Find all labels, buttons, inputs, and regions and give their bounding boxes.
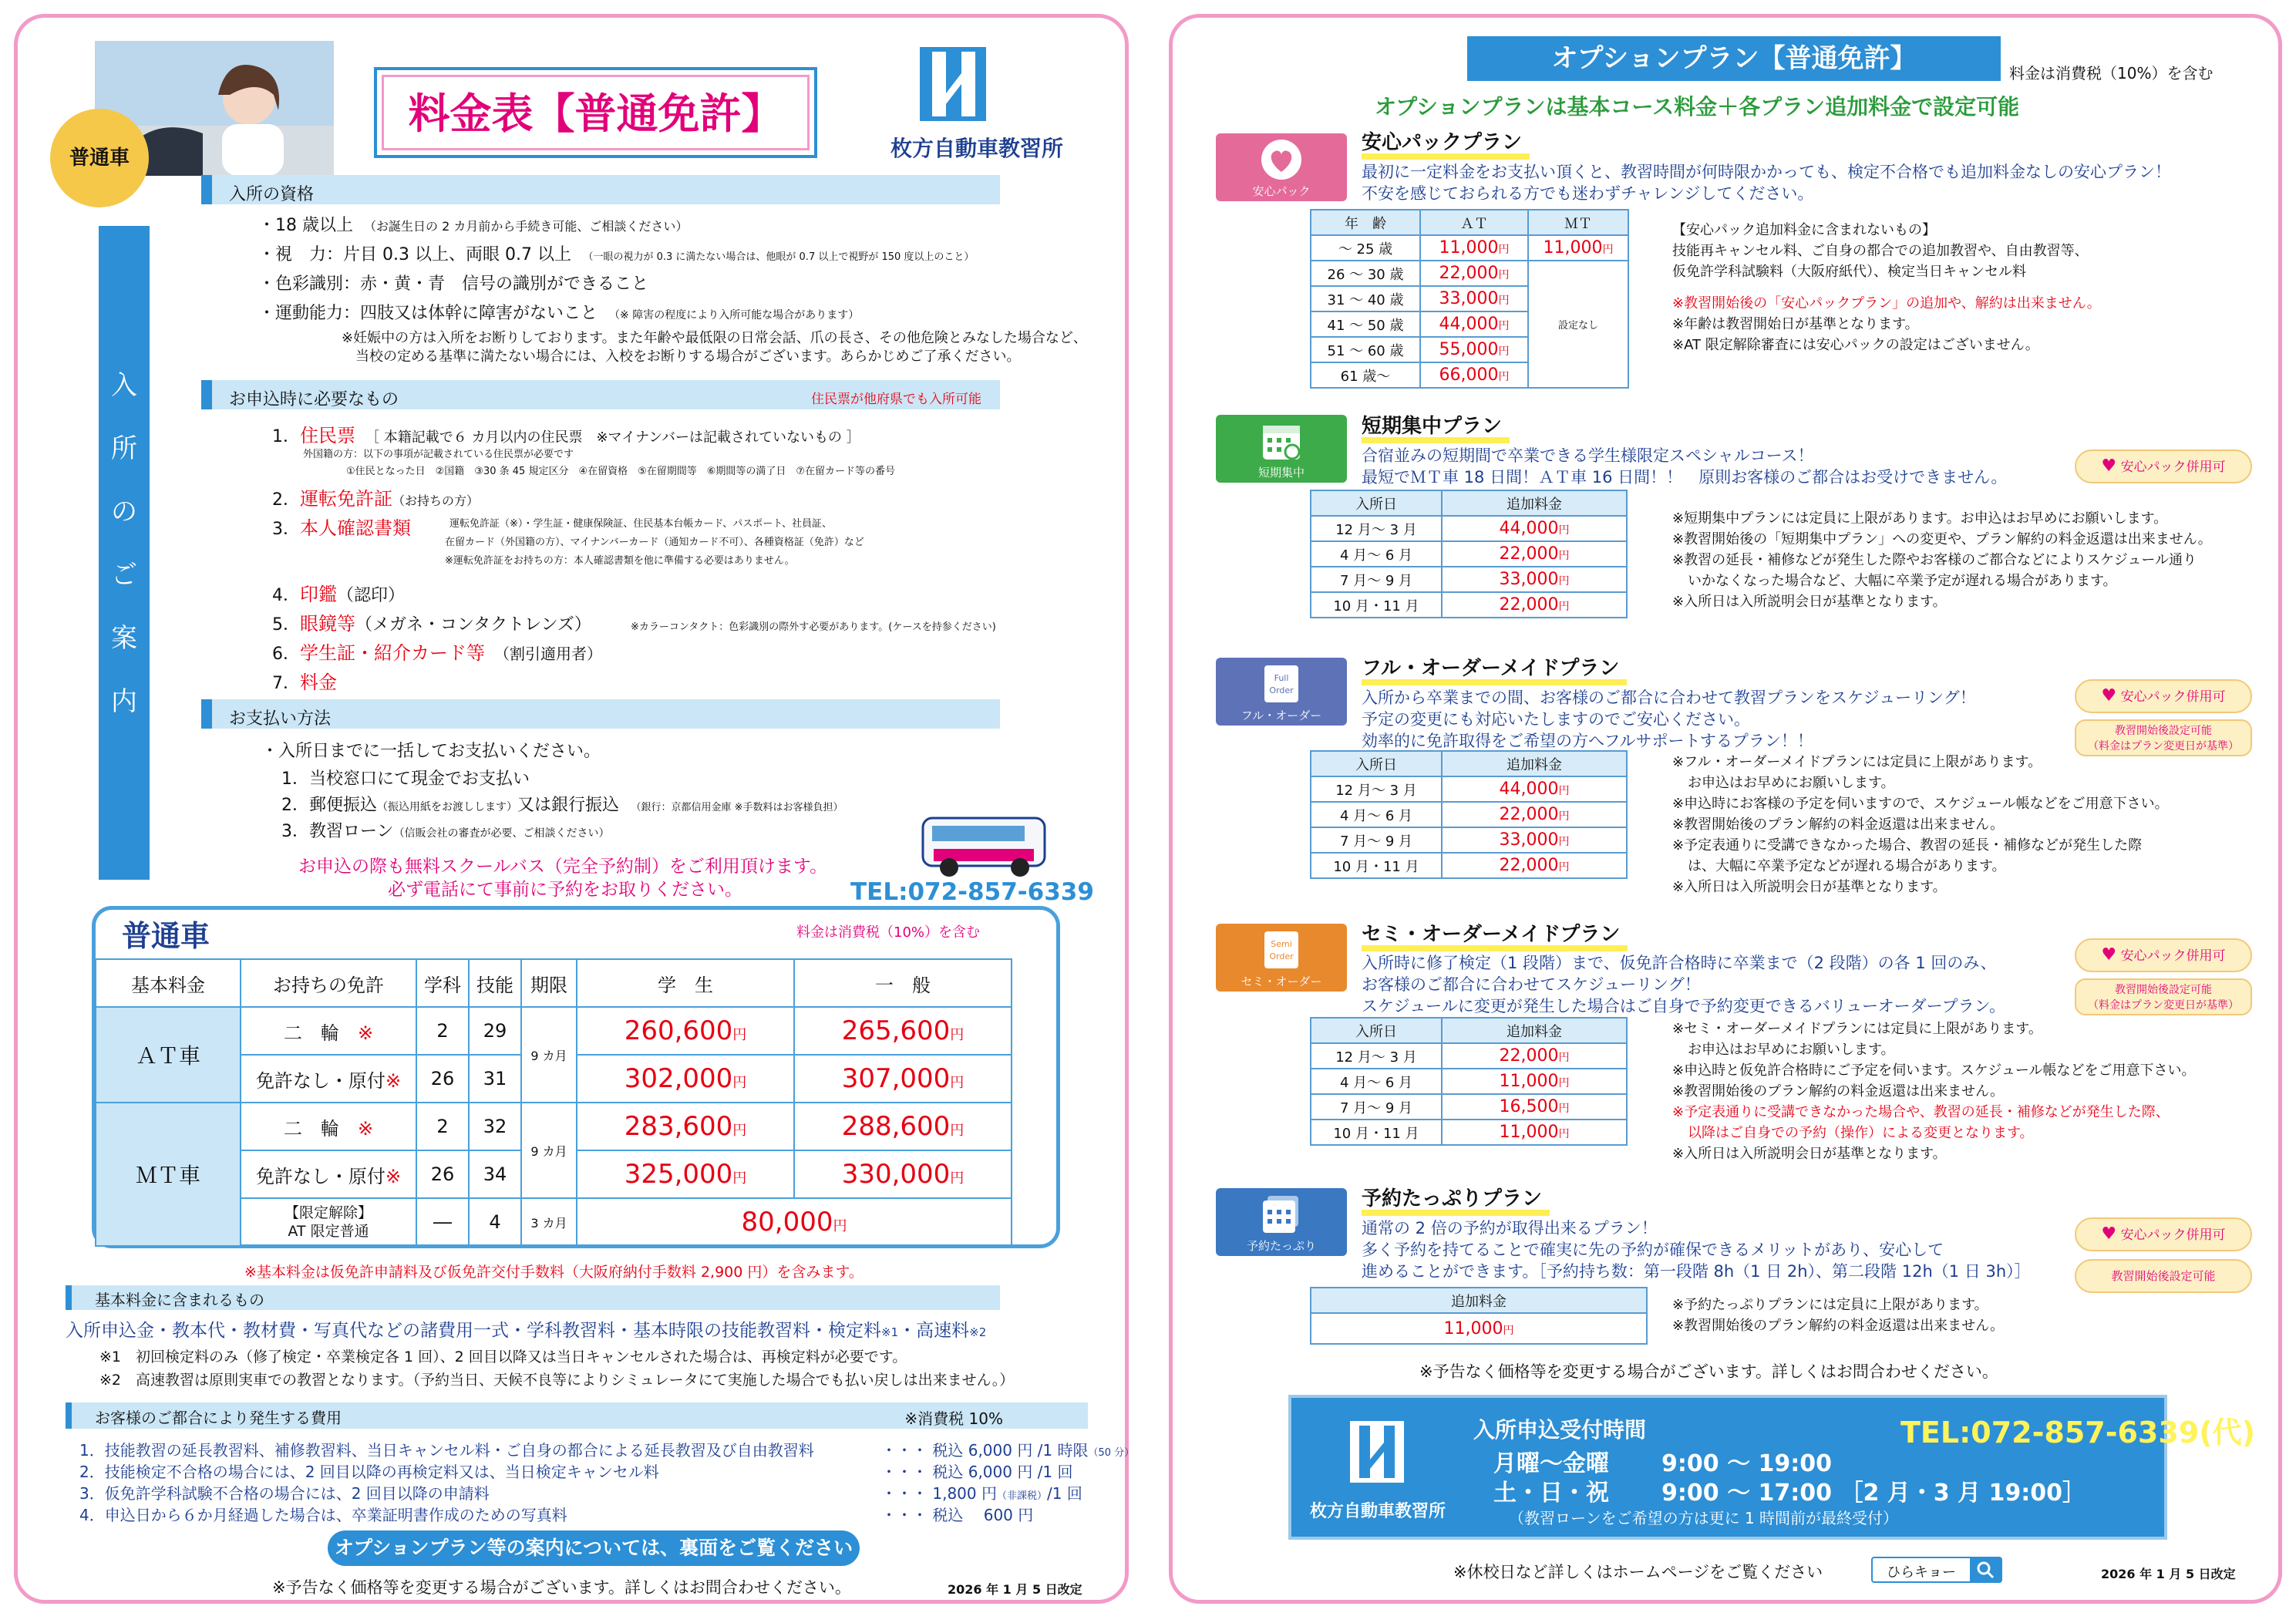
gino-cell: 34 — [469, 1150, 521, 1198]
student-price: 260,600円 — [577, 1007, 794, 1055]
yoyaku-after-start-pill: 教習開始後設定可能 — [2075, 1259, 2252, 1293]
entry-cell: 7 月～ 9 月 — [1311, 1094, 1442, 1120]
gakka-cell: 2 — [416, 1007, 469, 1055]
gino-cell: 31 — [469, 1055, 521, 1103]
gakka-cell: 26 — [416, 1055, 469, 1103]
col-addfee: 追加料金 — [1311, 1288, 1647, 1313]
qual-pregnancy-note: ※妊娠中の方は入所をお断りしております。また年齢や最低限の日常会話、爪の長さ、その他危険とみなした場合など、 当校の定める基準に満たない場合には、入校をお断りする場合がございます。あらかじめご了承ください。 — [342, 330, 1087, 365]
payment-3: 3．教習ローン（信販会社の審査が必要、ご相談ください） — [281, 822, 610, 841]
need-item-6: 6．学生証・紹介カード等 （割引適用者） — [272, 642, 603, 664]
license-cell: 二 輪 ※ — [241, 1103, 416, 1150]
school-bus-image — [918, 804, 1049, 881]
option-subtitle: オプションプランは基本コース料金＋各プラン追加料金で設定可能 — [1375, 94, 2020, 120]
qual-vision: ・視 力：片目 0.3 以上、両眼 0.7 以上 （一眼の視力が 0.3 に満たない場合は、他眼が 0.7 以上で視野が 150 度以上のこと） — [258, 245, 975, 264]
anshin-price-table — [1310, 209, 1629, 389]
limit-release-price: 80,000円 — [577, 1198, 1012, 1246]
tanki-title: 短期集中プラン — [1362, 416, 1510, 443]
hours-weekend: 9:00 ～ 17:00 ［2 月・3 月 19:00］ — [1661, 1480, 2086, 1507]
anshin-icon-tile: 安心パック — [1216, 133, 1347, 201]
option-banner[interactable]: オプションプラン等の案内については、裏面をご覧ください — [328, 1530, 860, 1566]
anshin-desc: 最初に一定料金をお支払い頂くと、教習時間が何時限かかっても、検定不合格でも追加料金なしの安心プラン！ 不安を感じておられる方でも迷わずチャレンジしてください。 — [1362, 163, 2171, 203]
student-price: 302,000円 — [577, 1055, 794, 1103]
need-item-2: 2．運転免許証（お持ちの方） — [272, 488, 480, 510]
entry-cell: 12 月～ 3 月 — [1311, 1043, 1442, 1069]
anshin-title: 安心パックプラン — [1362, 132, 1530, 160]
fee-table — [95, 958, 1012, 1247]
at-price: 66,000円 — [1420, 362, 1528, 388]
loan-note: （教習ローンをご希望の方は更に 1 時間前が最終受付） — [1509, 1509, 1899, 1527]
semi-desc: 入所時に修了検定（1 段階）まで、仮免許合格時に卒業まで（2 段階）の各 1 回のみ、 お客様のご都合に合わせてスケジューリング！ スケジュールに変更が発生した場合はご自身で予約変更できるバリューオーダープラン。 — [1362, 954, 2005, 1015]
license-cell: 免許なし・原付※ — [241, 1055, 416, 1103]
col-addfee: 追加料金 — [1442, 751, 1627, 776]
extra-row-4: 4．申込日から６か月経過した場合は、卒業証明書作成のための写真料 — [79, 1506, 567, 1524]
search-box[interactable] — [1871, 1557, 2002, 1583]
entry-cell: 10 月・11 月 — [1311, 592, 1442, 618]
gino-cell: 4 — [469, 1198, 521, 1246]
qual-motor: ・運動能力：四肢又は体幹に障害がないこと （※ 障害の程度により入所可能な場合があります） — [258, 304, 860, 323]
full-icon-text-1: Full — [1274, 673, 1289, 683]
contact-box — [1288, 1395, 2255, 1540]
tanki-price-table — [1310, 490, 1628, 618]
general-price: 265,600円 — [794, 1007, 1012, 1055]
vertical-char: 内 — [111, 686, 137, 717]
qual-header: 入所の資格 — [201, 175, 1000, 204]
need-item-1: 1．住民票 ［ 本籍記載で６ カ月以内の住民票 ※マイナンバーは記載されていないもの ］ — [272, 425, 860, 446]
entry-cell: 10 月・11 月 — [1311, 1120, 1442, 1145]
need-item-3-sub: 運転免許証（※）・学生証・健康保険証、住民基本台帳カード、パスポート、社員証、 在留カード（外国籍の方）、マイナンバーカード（通知カード不可）、各種資格証（免許）など ※運転免許証をお持ちの方：本人確認書類を他に準備する必要はありません。 — [445, 518, 864, 567]
extra-price-2: ・・・ 税込 6,000 円 /1 回 — [881, 1463, 1073, 1481]
vertical-char: 入 — [111, 370, 137, 401]
addfee-cell: 16,500円 — [1442, 1094, 1627, 1120]
left-phone[interactable]: TEL:072-857-6339 — [850, 878, 1094, 906]
addfee-cell: 33,000円 — [1442, 827, 1627, 853]
age-cell: ～ 25 歳 — [1311, 235, 1420, 261]
kigen-cell: 9 カ月 — [521, 1007, 577, 1103]
addfee-cell: 22,000円 — [1442, 541, 1627, 567]
magnifier-icon — [1970, 1558, 2001, 1581]
need-item-3: 3．本人確認書類 — [272, 517, 411, 539]
anshin-notes: 【安心パック追加料金に含まれないもの】 技能再キャンセル料、ご自身の都合での追加教習や、自由教習等、 仮免許学科試験料（大阪府紙代）、検定当日キャンセル料 ※教習開始後の「安心パックプラン」の追加や、解約は出来ません。 ※年齢は教習開始日が基準となります。 ※AT 限定解除審査には安心パックの設定はございません。 — [1672, 222, 2101, 353]
addfee-cell: 44,000円 — [1442, 516, 1627, 541]
col-gino: 技能 — [469, 959, 521, 1007]
hours-weekday-label: 月曜～金曜 — [1493, 1450, 1609, 1477]
col-addfee: 追加料金 — [1442, 490, 1627, 516]
col-mt: ＭＴ — [1528, 210, 1628, 235]
general-price: 307,000円 — [794, 1055, 1012, 1103]
gakka-cell: 26 — [416, 1150, 469, 1198]
qual-color: ・色彩識別：赤・黄・青 信号の識別ができること — [258, 274, 649, 294]
col-student: 学 生 — [577, 959, 794, 1007]
age-cell: 26 ～ 30 歳 — [1311, 261, 1420, 286]
addfee-cell: 11,000円 — [1442, 1120, 1627, 1145]
extra-price-3: ・・・ 1,800 円（非課税）/1 回 — [881, 1484, 1082, 1503]
semi-notes: ※セミ・オーダーメイドプランには定員に上限があります。 お申込はお早めにお願いします。 ※申込時と仮免許合格時にご予定を伺います。スケジュール帳などをご用意下さい。 ※教習開始後のプラン解約の料金返還は出来ません。 ※予定表通りに受講できなかった場合や、教習の延長・補修などが発生した際、 以降はご自身での予約（操作）による変更となります。 ※入所日は入所説明会日が基準となります。 — [1672, 1021, 2196, 1162]
vehicle-badge: 普通車 — [50, 109, 149, 207]
addfee-cell: 22,000円 — [1442, 1043, 1627, 1069]
contact-head: 入所申込受付時間 — [1473, 1417, 1647, 1443]
fee-tax-note: 料金は消費税（10%）を含む — [796, 924, 981, 941]
page-title: 料金表【普通免許】 — [382, 75, 810, 150]
full-icon-text-2: Order — [1269, 685, 1294, 695]
need-item-1-sub: 外国籍の方：以下の事項が記載されている住民票が必要です ①住民となった日 ②国籍 ③30 条 45 規定区分 ④在留資格 ⑤在留期間等 ⑥期間等の満了日 ⑦在留カード等の番号 — [303, 449, 896, 477]
tanki-icon-tile: 短期集中 — [1216, 415, 1347, 483]
age-cell: 61 歳～ — [1311, 362, 1420, 388]
full-desc: 入所から卒業までの間、お客様のご都合に合わせて教習プランをスケジューリング！ 予定の変更にも対応いたしますのでご安心ください。 効率的に免許取得をご希望の方へフルサポートするプラン！！ — [1362, 689, 1976, 750]
col-gakka: 学科 — [416, 959, 469, 1007]
left-revision-date: 2026 年 1 月 5 日改定 — [948, 1582, 1082, 1597]
age-cell: 41 ～ 50 歳 — [1311, 311, 1420, 337]
bus-icon — [918, 804, 1049, 881]
entry-cell: 10 月・11 月 — [1311, 853, 1442, 878]
full-after-start-pill: 教習開始後設定可能 （料金はプラン変更日が基準） — [2075, 719, 2252, 756]
at-category: ＡＴ車 — [96, 1007, 241, 1103]
gakka-cell: ― — [416, 1198, 469, 1246]
full-title: フル・オーダーメイドプラン — [1362, 658, 1627, 685]
col-age: 年 齢 — [1311, 210, 1420, 235]
at-price: 22,000円 — [1420, 261, 1528, 286]
limit-release-cell: 【限定解除】 AT 限定普通 — [241, 1198, 416, 1246]
bus-notice-2: 必ず電話にて事前に予約をお取りください。 — [388, 880, 742, 900]
left-page — [14, 14, 1135, 1604]
extra-price-1: ・・・ 税込 6,000 円 /1 時限（50 分） — [881, 1441, 1135, 1460]
need-item-4: 4．印鑑（認印） — [272, 584, 406, 605]
contact-brand: 枚方自動車教習所 — [1310, 1502, 1446, 1521]
right-footer-note: ※予告なく価格等を変更する場合がございます。詳しくはお問合わせください。 — [1419, 1362, 1998, 1381]
bus-notice-1: お申込の際も無料スクールバス（完全予約制）をご利用頂けます。 — [298, 857, 828, 877]
entry-cell: 4 月～ 6 月 — [1311, 802, 1442, 827]
age-cell: 51 ～ 60 歳 — [1311, 337, 1420, 362]
general-price: 330,000円 — [794, 1150, 1012, 1198]
semi-anshin-pill: ♥ 安心パック併用可 — [2075, 938, 2252, 972]
extra-header: お客様のご都合により発生する費用 ※消費税 10% — [66, 1402, 1088, 1429]
search-icon[interactable] — [1970, 1558, 2001, 1581]
logo-mark-icon — [918, 45, 988, 123]
addfee-cell: 11,000円 — [1442, 1069, 1627, 1094]
at-price: 44,000円 — [1420, 311, 1528, 337]
tanki-desc: 合宿並みの短期間で卒業できる学生様限定スペシャルコース！ 最短でＭＴ車 18 日間！ＡＴ車 16 日間！！ 原則お客様のご都合はお受けできません。 — [1362, 446, 2008, 487]
full-order-icon — [1258, 662, 1305, 705]
mt-category: ＭＴ車 — [96, 1103, 241, 1246]
holiday-note: ※休校日など詳しくはホームページをご覧ください — [1453, 1563, 1823, 1581]
at-price: 11,000円 — [1420, 235, 1528, 261]
payment-intro: ・入所日までに一括してお支払いください。 — [261, 742, 601, 761]
left-footer-note: ※予告なく価格等を変更する場合がございます。詳しくはお問合わせください。 — [272, 1578, 851, 1597]
full-price-table — [1310, 750, 1628, 879]
logo-mark-icon — [1350, 1421, 1404, 1483]
license-cell: 免許なし・原付※ — [241, 1150, 416, 1198]
school-logo — [918, 45, 988, 123]
full-notes: ※フル・オーダーメイドプランには定員に上限があります。 お申込はお早めにお願いします。 ※申込時にお客様の予定を伺いますので、スケジュール帳などをご用意下さい。 ※教習開始後のプラン解約の料金返還は出来ません。 ※予定表通りに受講できなかった場合、教習の延長・補修などが発生した際 は、大幅に卒業予定などが遅れる場合があります。 ※入所日は入所説明会日が基準となります。 — [1672, 754, 2169, 895]
entry-cell: 7 月～ 9 月 — [1311, 567, 1442, 592]
calendar-icon — [1258, 419, 1305, 463]
at-price: 55,000円 — [1420, 337, 1528, 362]
addfee-cell: 33,000円 — [1442, 567, 1627, 592]
col-license: お持ちの免許 — [241, 959, 416, 1007]
col-base: 基本料金 — [96, 959, 241, 1007]
search-text: ひらキョー — [1887, 1564, 1956, 1581]
included-note-1: ※1 初回検定料のみ（修了検定・卒業検定各 1 回）、2 回目以降又は当日キャンセルされた場合は、再検定料が必要です。 — [99, 1349, 907, 1365]
vertical-char: の — [111, 497, 137, 527]
need-item-5: 5．眼鏡等（メガネ・コンタクトレンズ） ※カラーコンタクト：色彩識別の際外す必要があります。(ケースを持参ください) — [272, 613, 996, 635]
extra-row-3: 3．仮免許学科試験不合格の場合には、2 回目以降の申請料 — [79, 1484, 490, 1503]
age-cell: 31 ～ 40 歳 — [1311, 286, 1420, 311]
gakka-cell: 2 — [416, 1103, 469, 1150]
at-price: 33,000円 — [1420, 286, 1528, 311]
general-price: 288,600円 — [794, 1103, 1012, 1150]
col-at: ＡＴ — [1420, 210, 1528, 235]
addfee-cell: 44,000円 — [1442, 776, 1627, 802]
fee-footnote: ※基本料金は仮免許申請料及び仮免許交付手数料（大阪府納付手数料 2,900 円）を含みます。 — [244, 1264, 864, 1281]
tanki-notes: ※短期集中プランには定員に上限があります。お申込はお早めにお願いします。 ※教習開始後の「短期集中プラン」への変更や、プラン解約の料金返還は出来ません。 ※教習の延長・補修などが発生した際やお客様のご都合などによりスケジュール通り いかなくなった場合など、大幅に卒業予定が遅れる場合があります。 ※入所日は入所説明会日が基準となります。 — [1672, 510, 2212, 610]
qual-age: ・18 歳以上 （お誕生日の 2 カ月前から手続き可能、ご相談ください） — [258, 216, 688, 235]
mt-price: 11,000円 — [1528, 235, 1628, 261]
full-icon-tile: Full Order フル・オーダー — [1216, 658, 1347, 726]
entry-cell: 12 月～ 3 月 — [1311, 516, 1442, 541]
payment-header: お支払い方法 — [201, 699, 1000, 729]
semi-icon-text-1: Semi — [1271, 939, 1292, 949]
included-line: 入所申込金・教本代・教材費・写真代などの諸費用一式・学科教習料・基本時限の技能教習料・検定料※1・高速料※2 — [66, 1321, 987, 1341]
needs-header: お申込時に必要なもの 住民票が他府県でも入所可能 — [201, 380, 1000, 409]
need-item-7: 7．料金 — [272, 672, 337, 693]
school-name: 枚方自動車教習所 — [890, 136, 1064, 161]
full-anshin-pill: ♥ 安心パック併用可 — [2075, 679, 2252, 713]
hours-weekday: 9:00 ～ 19:00 — [1661, 1450, 1833, 1477]
calendar-stack-icon — [1258, 1193, 1305, 1236]
extra-row-1: 1．技能教習の延長教習料、補修教習料、当日キャンセル料・ご自身の都合による延長教習及び自由教習料 — [79, 1441, 814, 1460]
semi-order-icon — [1258, 928, 1305, 971]
addfee-cell: 22,000円 — [1442, 592, 1627, 618]
vertical-char: 案 — [111, 623, 137, 654]
kigen-cell: 9 カ月 — [521, 1103, 577, 1198]
extra-price-4: ・・・ 税込 600 円 — [881, 1506, 1034, 1524]
student-price: 283,600円 — [577, 1103, 794, 1150]
included-header: 基本料金に含まれるもの — [66, 1285, 1000, 1310]
col-addfee: 追加料金 — [1442, 1018, 1627, 1043]
col-entry: 入所日 — [1311, 751, 1442, 776]
col-kigen: 期限 — [521, 959, 577, 1007]
col-general: 一 般 — [794, 959, 1012, 1007]
right-revision-date: 2026 年 1 月 5 日改定 — [2101, 1567, 2236, 1581]
col-entry: 入所日 — [1311, 490, 1442, 516]
vertical-char: ご — [111, 560, 137, 591]
yoyaku-notes: ※予約たっぷりプランには定員に上限があります。 ※教習開始後のプラン解約の料金返還は出来ません。 — [1672, 1297, 2005, 1334]
yoyaku-anshin-pill: ♥ 安心パック併用可 — [2075, 1217, 2252, 1251]
yoyaku-title: 予約たっぷりプラン — [1362, 1188, 1550, 1216]
tanki-anshin-pill: ♥ 安心パック併用可 — [2075, 450, 2252, 483]
extra-row-2: 2．技能検定不合格の場合には、2 回目以降の再検定料又は、当日検定キャンセル料 — [79, 1463, 659, 1481]
option-title: オプションプラン【普通免許】 — [1467, 36, 2001, 81]
addfee-cell: 22,000円 — [1442, 802, 1627, 827]
page-title-box — [374, 67, 817, 158]
payment-1: 1．当校窓口にて現金でお支払い — [281, 769, 530, 789]
semi-icon-tile: Semi Order セミ・オーダー — [1216, 924, 1347, 992]
option-tax-note: 料金は消費税（10%）を含む — [2009, 64, 2214, 82]
heart-icon — [1258, 138, 1305, 181]
addfee-cell: 11,000円 — [1311, 1313, 1647, 1344]
gino-cell: 32 — [469, 1103, 521, 1150]
entry-cell: 12 月～ 3 月 — [1311, 776, 1442, 802]
mt-none: 設定なし — [1528, 261, 1628, 388]
semi-after-start-pill: 教習開始後設定可能 （料金はプラン変更日が基準） — [2075, 978, 2252, 1015]
yoyaku-price-table — [1310, 1287, 1648, 1345]
col-entry: 入所日 — [1311, 1018, 1442, 1043]
license-cell: 二 輪 ※ — [241, 1007, 416, 1055]
entry-cell: 4 月～ 6 月 — [1311, 541, 1442, 567]
right-page — [1169, 14, 2282, 1604]
yoyaku-icon-tile: 予約たっぷり — [1216, 1188, 1347, 1256]
semi-icon-text-2: Order — [1269, 951, 1294, 961]
vertical-guide-bar — [99, 226, 150, 880]
vertical-char: 所 — [111, 433, 137, 464]
payment-2: 2．郵便振込（振込用紙をお渡しします）又は銀行振込 （銀行：京都信用金庫 ※手数料はお客様負担） — [281, 796, 843, 815]
hours-weekend-label: 土・日・祝 — [1493, 1480, 1609, 1507]
addfee-cell: 22,000円 — [1442, 853, 1627, 878]
semi-price-table — [1310, 1017, 1628, 1146]
semi-title: セミ・オーダーメイドプラン — [1362, 924, 1628, 951]
yoyaku-desc: 通常の 2 倍の予約が取得出来るプラン！ 多く予約を持てることで確実に先の予約が確保できるメリットがあり、安心して 進めることができます。［予約持ち数：第一段階 8h（1 日 2h）、第二段階 12h（1 日 3h）］ — [1362, 1219, 2031, 1281]
entry-cell: 7 月～ 9 月 — [1311, 827, 1442, 853]
student-price: 325,000円 — [577, 1150, 794, 1198]
entry-cell: 4 月～ 6 月 — [1311, 1069, 1442, 1094]
kigen-cell: 3 カ月 — [521, 1198, 577, 1246]
contact-phone[interactable]: TEL:072-857-6339(代) — [1900, 1416, 2255, 1450]
fee-title: 普通車 — [122, 919, 210, 953]
included-note-2: ※2 高速教習は原則実車での教習となります。（予約当日、天候不良等によりシミュレータにて実施した場合でも払い戻しは出来ません。） — [99, 1372, 1015, 1389]
gino-cell: 29 — [469, 1007, 521, 1055]
